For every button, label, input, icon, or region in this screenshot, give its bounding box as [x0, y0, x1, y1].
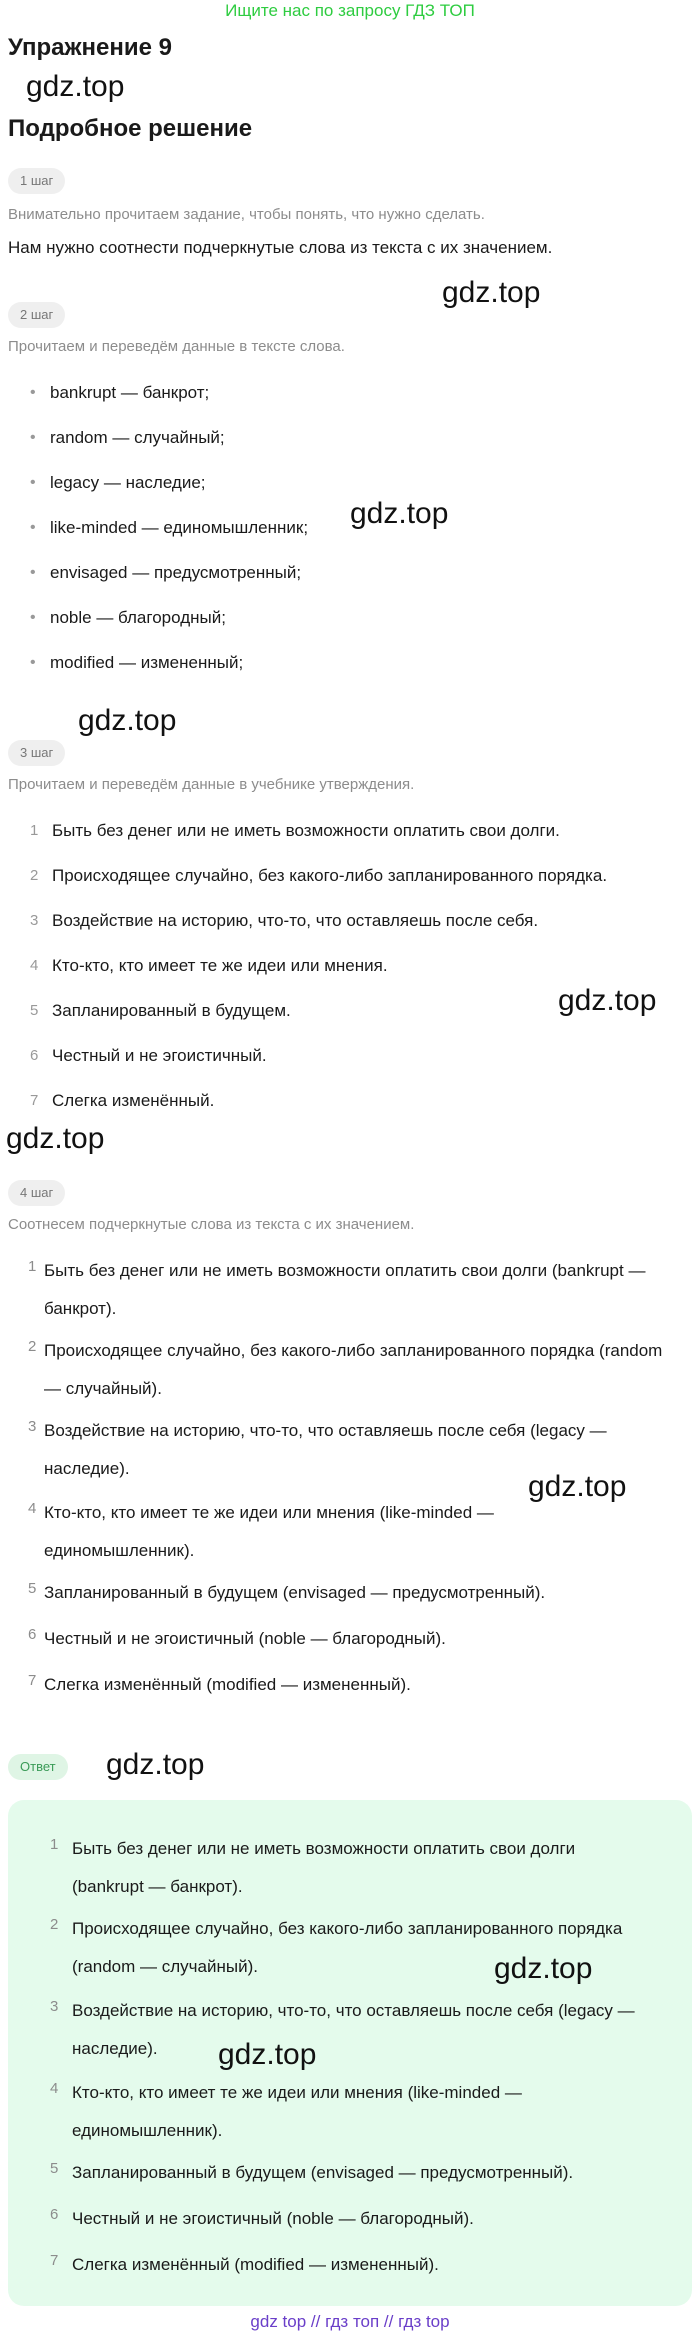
- list-item: • modified — измененный;: [8, 652, 608, 697]
- watermark: gdz.top: [350, 497, 449, 530]
- step-4-note: Соотнесем подчеркнутые слова из текста с их значением.: [8, 1216, 415, 1233]
- page-title: Упражнение 9: [8, 34, 172, 61]
- list-item: 1 Быть без денег или не иметь возможности оплатить свои долги.: [30, 821, 560, 840]
- step-2-chip: 2 шаг: [8, 302, 65, 328]
- step-4-chip: 4 шаг: [8, 1180, 65, 1206]
- section-title: Подробное решение: [8, 115, 253, 142]
- step-3-chip: 3 шаг: [8, 740, 65, 766]
- list-item: • bankrupt — банкрот;: [8, 382, 608, 427]
- step-1-note: Внимательно прочитаем задание, чтобы понять, что нужно сделать.: [8, 206, 485, 223]
- list-item: 7 Слегка изменённый.: [30, 1091, 215, 1110]
- list-item: 4 Кто-кто, кто имеет те же идеи или мнения.: [30, 956, 388, 975]
- list-item: 2 Происходящее случайно, без какого-либо запланированного порядка.: [30, 866, 608, 885]
- watermark: gdz.top: [558, 984, 657, 1017]
- step-1-chip: 1 шаг: [8, 168, 65, 194]
- search-banner: Ищите нас по запросу ГДЗ ТОП: [225, 1, 475, 20]
- list-item: 5 Запланированный в будущем.: [30, 1001, 291, 1020]
- list-item: • random — случайный;: [8, 427, 608, 472]
- statement-list: [8, 812, 688, 1120]
- list-item: 3 Воздействие на историю, что-то, что оставляешь после себя.: [30, 911, 539, 930]
- watermark: gdz.top: [218, 2038, 317, 2071]
- watermark: gdz.top: [528, 1470, 627, 1503]
- step-2-note: Прочитаем и переведём данные в тексте слова.: [8, 338, 345, 355]
- watermark: gdz.top: [6, 1122, 105, 1155]
- answer-chip: Ответ: [8, 1754, 68, 1780]
- footer-links[interactable]: gdz top // гдз топ // гдз top: [250, 2312, 450, 2331]
- list-item: • envisaged — предусмотренный;: [8, 562, 608, 607]
- watermark: gdz.top: [78, 704, 177, 737]
- word-list: [8, 382, 608, 697]
- watermark: gdz.top: [106, 1748, 205, 1781]
- watermark: gdz.top: [442, 276, 541, 309]
- list-item: 6 Честный и не эгоистичный.: [30, 1046, 267, 1065]
- watermark: gdz.top: [26, 70, 125, 103]
- step-3-note: Прочитаем и переведём данные в учебнике утверждения.: [8, 776, 415, 793]
- list-item: • like-minded — единомышленник;: [8, 517, 608, 562]
- list-item: • legacy — наследие;: [8, 472, 608, 517]
- list-item: • noble — благородный;: [8, 607, 608, 652]
- watermark: gdz.top: [494, 1952, 593, 1985]
- step-1-text: Нам нужно соотнести подчеркнутые слова из текста с их значением.: [8, 238, 553, 257]
